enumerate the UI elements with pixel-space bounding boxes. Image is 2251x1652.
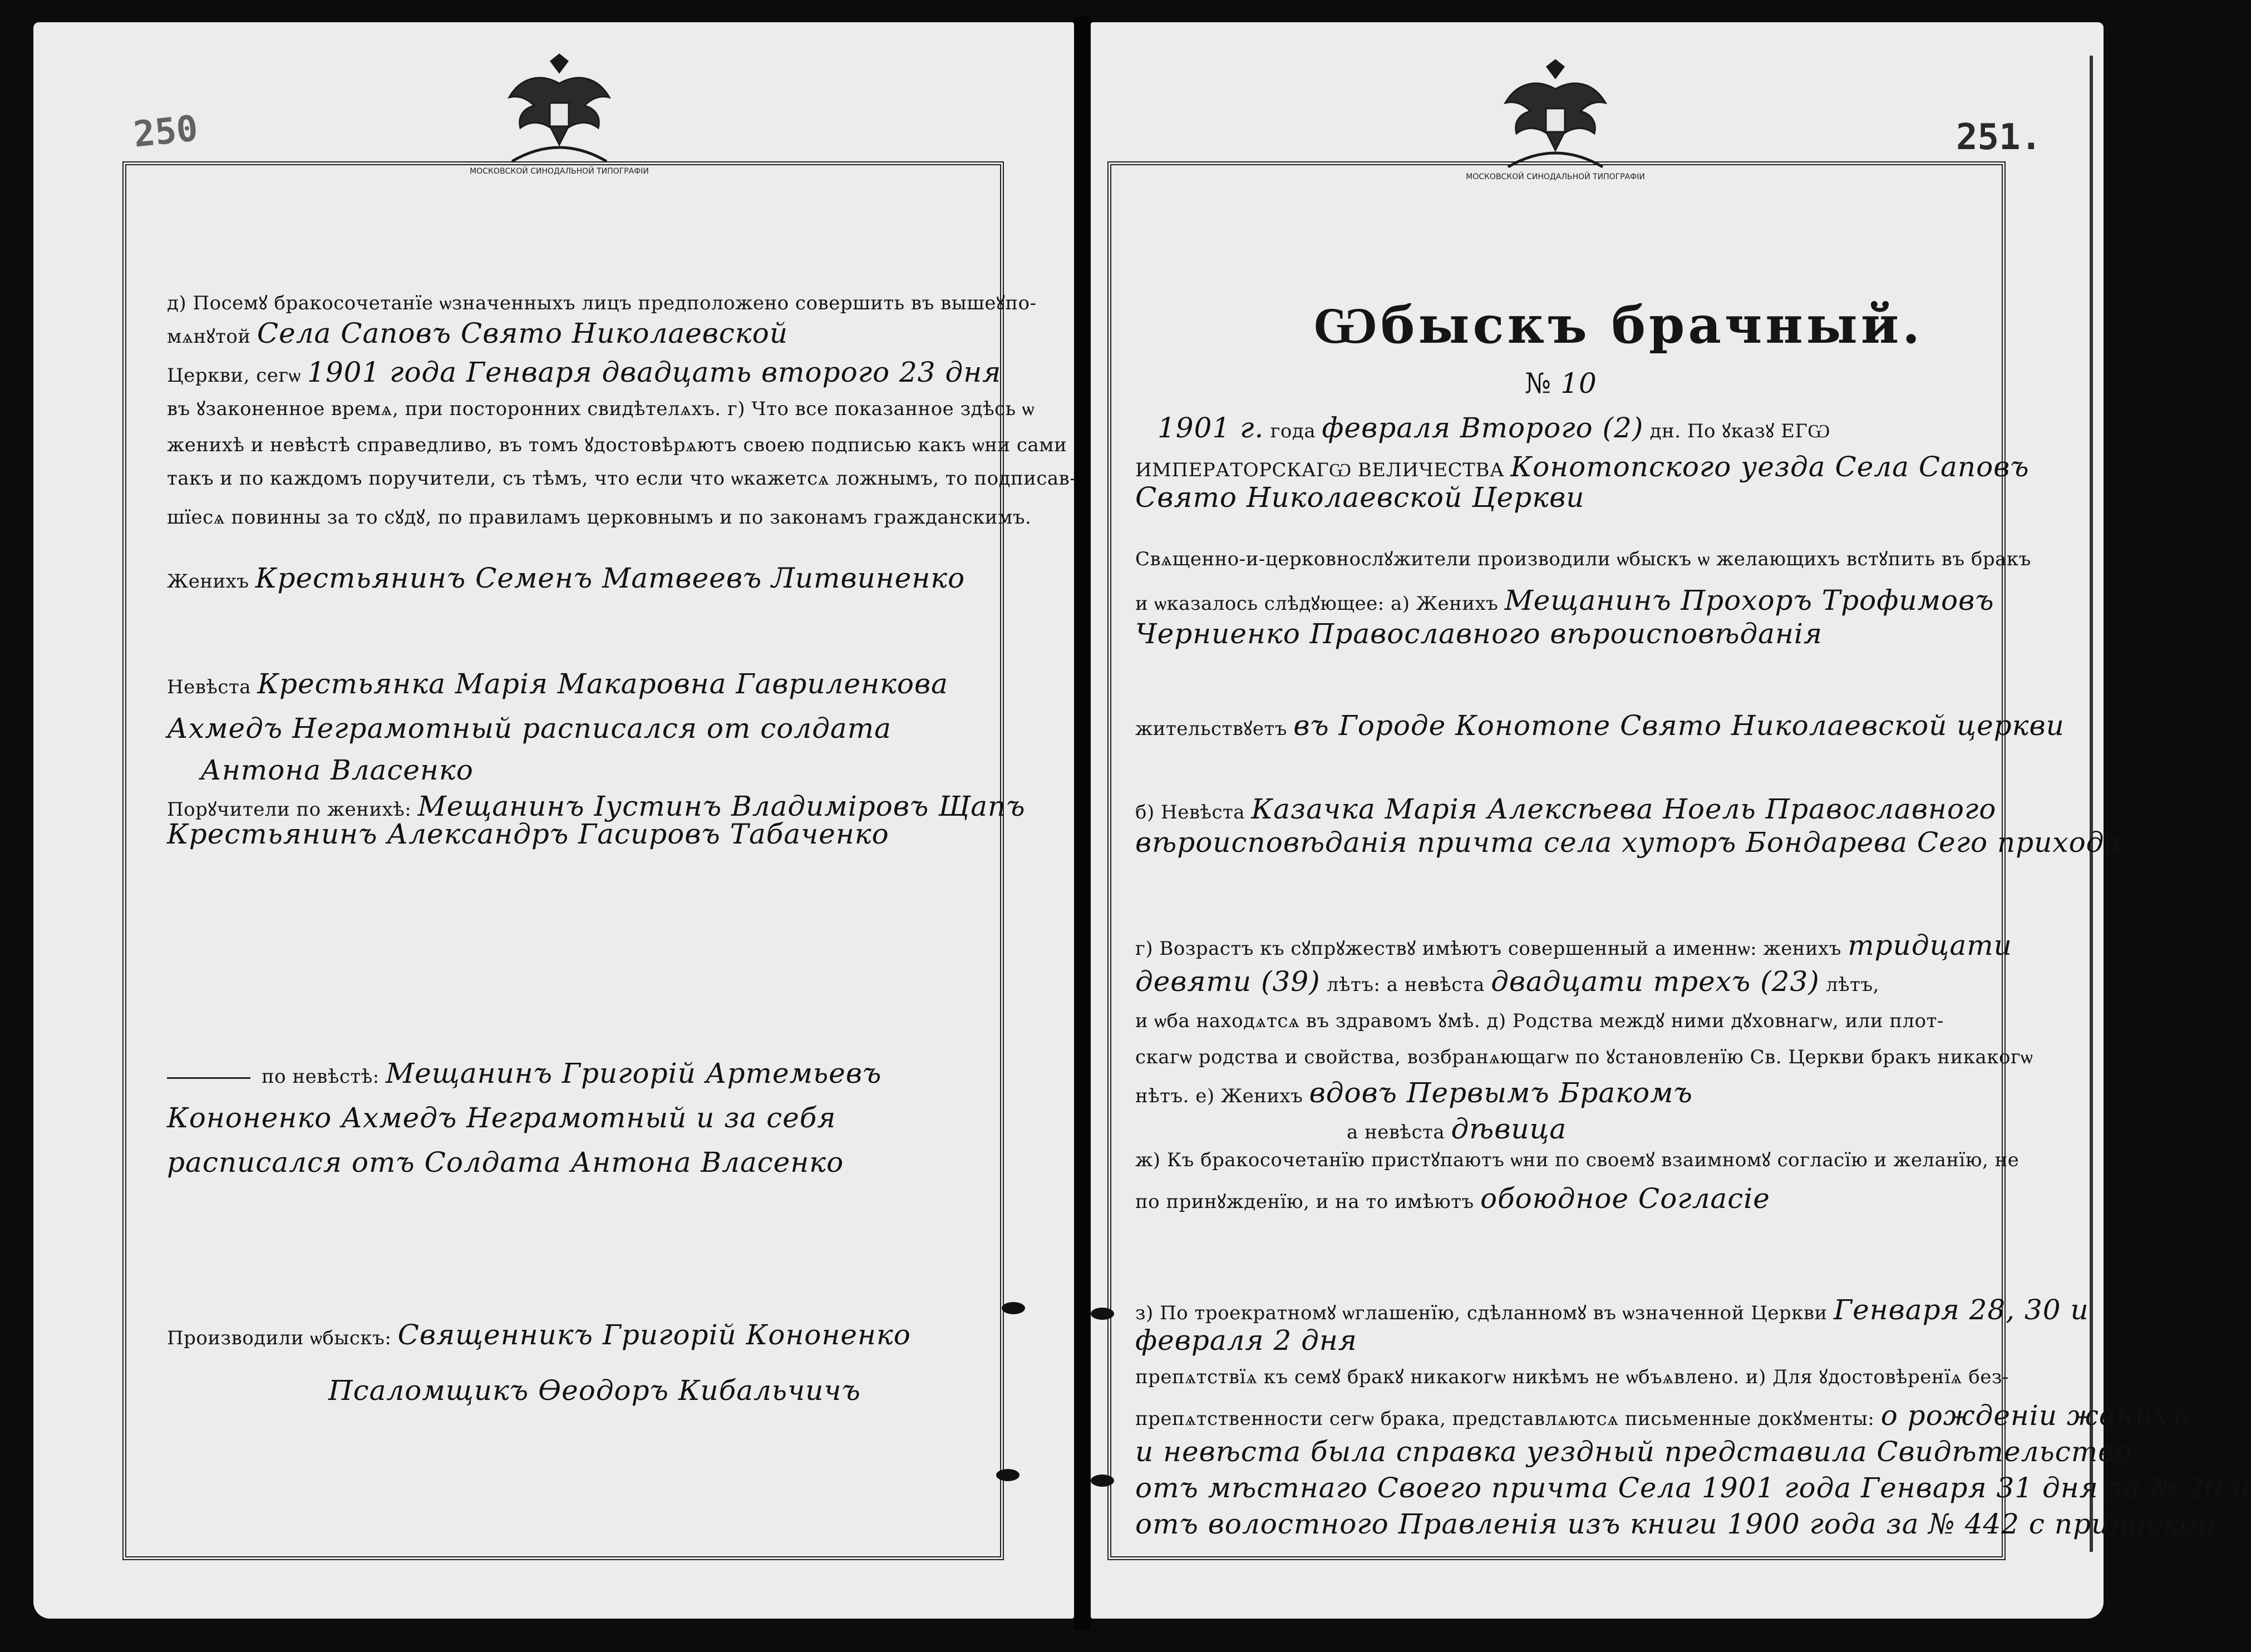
doc-line: по принꙋжденїю, и на то имѣютъ обоюдное Согласіе <box>1135 1182 1770 1215</box>
doc-line: шїесѧ повинны за то сꙋдꙋ, по правиламъ церковнымъ и по законамъ гражданскимъ. <box>167 506 1032 529</box>
doc-line: Невѣста Крестьянка Марія Макаровна Гавриленкова <box>167 668 948 700</box>
binding-hole <box>996 1469 1019 1481</box>
right-folio-number: 251. <box>1956 117 2042 158</box>
doc-line: девяти (39) лѣтъ: а невѣста двадцати трехъ (23) лѣтъ, <box>1135 965 1879 998</box>
doc-line: женихѣ и невѣстѣ справедливо, въ томъ ꙋдостовѣрѧютъ своею подписью какъ ѡни сами <box>167 434 1067 456</box>
doc-line: Псаломщикъ Өеодоръ Кибальчичъ <box>328 1374 861 1407</box>
binding-hole <box>1091 1475 1114 1487</box>
book-spine <box>1074 17 1091 1630</box>
doc-line: Кононенко Ахмедъ Неграмотный и за себя <box>167 1102 836 1134</box>
doc-line: препѧтственности сегѡ брака, представлѧютсѧ письменные докꙋменты: о рожденіи женихъ <box>1135 1399 2189 1432</box>
doc-line: Порꙋчители по женихѣ: Мещанинъ Іустинъ Владиміровъ Щапъ <box>167 790 1026 822</box>
doc-line: такъ и по каждомъ поручители, съ тѣмъ, что если что ѡкажетсѧ ложнымъ, то подписав- <box>167 467 1077 490</box>
blank-dash <box>167 1077 250 1079</box>
doc-line: д) Посемꙋ бракосочетанїе ѡзначенныхъ лицъ предположено совершить въ вышеꙋпо- <box>167 292 1037 314</box>
doc-line: отъ волостного Правленія изъ книги 1900 года за № 442 с припиской <box>1135 1508 2216 1540</box>
binding-hole <box>1002 1302 1025 1314</box>
doc-line: скагѡ родства и свойства, возбранѧющагѡ по ꙋстановленїю Св. Церкви бракъ никакогѡ <box>1135 1046 2033 1068</box>
doc-line: расписался отъ Солдата Антона Власенко <box>167 1146 844 1178</box>
doc-line: и ѡказалось слѣдꙋющее: а) Женихъ Мещанинъ Прохоръ Трофимовъ <box>1135 584 1994 617</box>
document-title: Ѡбыскъ брачный. <box>1313 295 1924 355</box>
doc-line: г) Возрастъ къ сꙋпрꙋжествꙋ имѣютъ совершенный а именнѡ: женихъ тридцати <box>1135 929 2012 961</box>
doc-line: и невѣста была справка уездный представила Свидѣтельство <box>1135 1436 2132 1468</box>
doc-line: Ахмедъ Неграмотный расписался от солдата <box>167 712 891 744</box>
doc-line: препѧтствїѧ къ семꙋ бракꙋ никакогѡ никѣмъ не ѡбъѧвлено. и) Для ꙋдостовѣренїѧ без- <box>1135 1366 2009 1388</box>
doc-line: Женихъ Крестьянинъ Семенъ Матвеевъ Литвиненко <box>167 562 966 594</box>
left-page <box>33 22 1077 1619</box>
doc-line: Свѧщенно-и-церковнослꙋжители производили ѡбыскъ ѡ желающихъ встꙋпить въ бракъ <box>1135 548 2031 570</box>
record-number <box>1525 367 1597 400</box>
doc-line: мѧнꙋтой Села Саповъ Свято Николаевской <box>167 317 789 349</box>
doc-line: ИМПЕРАТОРСКАГѠ ВЕЛИЧЕСТВА Конотопского уезда Села Саповъ <box>1135 451 2030 483</box>
page-edge <box>2090 56 2093 1552</box>
doc-line: Черниенко Православного вѣроисповѣданія <box>1135 618 1823 650</box>
right-page <box>1091 22 2251 1619</box>
double-headed-eagle-crest-icon <box>470 50 649 178</box>
doc-line: нѣтъ. е) Женихъ вдовъ Первымъ Бракомъ <box>1135 1077 1693 1109</box>
double-headed-eagle-crest-icon <box>1466 56 1645 184</box>
doc-line: Производили ѡбыскъ: Священникъ Григорій Кононенко <box>167 1319 911 1351</box>
doc-line: и ѡба находѧтсѧ въ здравомъ ꙋмѣ. д) Родства междꙋ ними дꙋховнагѡ, или плот- <box>1135 1010 1944 1032</box>
doc-line: з) По троекратномꙋ ѡглашенїю, сдѣланномꙋ въ ѡзначенной Церкви Генваря 28, 30 и <box>1135 1294 2089 1326</box>
crest-banner-text: МОСКОВСКОЙ СИНОДАЛЬНОЙ ТИПОГРАФІИ <box>470 167 649 176</box>
crest-banner-text: МОСКОВСКОЙ СИНОДАЛЬНОЙ ТИПОГРАФІИ <box>1466 172 1645 181</box>
doc-line: ж) Къ бракосочетанїю пристꙋпаютъ ѡни по своемꙋ взаимномꙋ согласїю и желанїю, не <box>1135 1149 2020 1171</box>
binding-hole <box>1091 1308 1114 1320</box>
doc-line: 1901 г. года февраля Второго (2) дн. По ꙋказꙋ ЕГѠ <box>1157 412 1830 444</box>
number-value: 10 <box>1560 367 1597 400</box>
doc-line: Антона Власенко <box>200 754 474 786</box>
doc-line: жительствꙋетъ въ Городе Конотопе Свято Николаевской церкви <box>1135 709 2065 742</box>
doc-line: февраля 2 дня <box>1135 1324 1357 1357</box>
left-folio-number: 250 <box>131 108 200 156</box>
doc-line: по невѣстѣ: Мещанинъ Григорій Артемьевъ <box>167 1057 881 1089</box>
doc-line: вѣроисповѣданія причта села хуторъ Бондарева Сего прихода <box>1135 826 2122 859</box>
doc-line: Церкви, сегѡ 1901 года Генваря двадцать второго 23 дня <box>167 356 1002 388</box>
number-label: № <box>1525 367 1551 400</box>
doc-line: въ ꙋзаконенное времѧ, при посторонних свидѣтелѧхъ. г) Что все показанное здѣсь ѡ <box>167 398 1035 420</box>
doc-line: б) Невѣста Казачка Марія Алексѣева Ноель Православного <box>1135 793 1997 825</box>
doc-line: Свято Николаевской Церкви <box>1135 481 1585 514</box>
doc-line: отъ мѣстнаго Своего причта Села 1901 года Генваря 31 дня за № 20 и <box>1135 1472 2251 1504</box>
doc-line: а невѣста дѣвица <box>1347 1113 1567 1145</box>
doc-line: Крестьянинъ Александръ Гасировъ Табаченко <box>167 818 889 850</box>
